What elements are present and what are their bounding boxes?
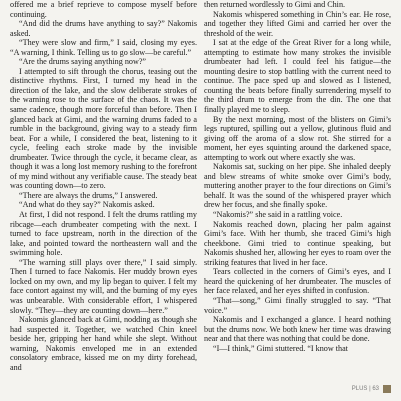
paragraph: Nakomis reached down, placing her palm against Gimi’s face. With her thumb, she traced Gimi’s high cheekbone. Gimi tried to continue speaking, but Nakomis shushed her, allowing her eyes to roam over the striking features that lived in her face.	[204, 219, 391, 267]
paragraph: I attempted to sift through the chorus, teasing out the distinctive rhythms. First, I turned my head in the direction of the lake, and the slow deliberate strokes of the warning rose to the surface of the chaos. It was the same cadence, though more forceful than before. Then I glanced back at Gimi, and the warning drums faded to a rumble in the background, giving way to a steady firm beat. For a while, I considered the beat, listening to it cycle, feeling each stroke made by the invisible drumbeater. Twice through the cycle, it became clear, as though it was a long lost memory rushing to the forefront of my mind without any verifiable cause. The steady beat was counting down—to zero.	[10, 66, 197, 191]
paragraph: “The warning still plays over there,” I said simply. Then I turned to face Nakomis. Her muddy brown eyes locked on my own, and my lip began to quiver. I felt my face contort against my will, and the burning of my eyes was unbearable. With considerable effort, I whispered slowly. “They—they are counting down—here.”	[10, 257, 197, 315]
paragraph: Nakomis and I exchanged a glance. I heard nothing but the drums now. We both knew her time was drawing near and that there was nothing that could be done.	[204, 315, 391, 344]
paragraph: “Are the drums saying anything now?”	[19, 57, 147, 67]
paragraph: By the next morning, most of the blisters on Gimi’s legs ruptured, spilling out a yellow, glutinous fluid and giving off the aroma of a slow rot. She stirred for a moment, her eyes squinting around the darkened space, attempting to work out where exactly she was.	[204, 114, 391, 162]
paragraph: “They were slow and firm,” I said, closing my eyes. “A warning, I think. Telling us to go slow—be careful.”	[10, 38, 197, 57]
right-text-column	[204, 0, 391, 401]
paragraph: “And did the drums have anything to say?” Nakomis asked.	[10, 19, 197, 38]
paragraph: “There are always the drums,” I answered.	[19, 190, 158, 200]
paragraph: then returned wordlessly to Gimi and Chin.	[204, 0, 346, 9]
paragraph: “That—song,” Gimi finally struggled to say. “That voice.”	[204, 295, 391, 315]
left-text-column	[10, 0, 197, 401]
paragraph: Nakomis glanced back at Gimi, nodding as though she had suspected it. Together, we watched Chin kneel beside her, gripping her hand while she slept. Without warning, Nakomis enveloped me in an extended consolatory embrace, kissed me on my dirty forehead, and	[10, 315, 197, 372]
page-corner-marker	[383, 385, 391, 393]
paragraph: Tears collected in the corners of Gimi’s eyes, and I heard the quickening of her drumbeater. The muscles of her face relaxed, and her eyes shifted in confusion.	[204, 267, 391, 296]
paragraph: offered me a brief reprieve to compose myself before continuing.	[10, 0, 197, 19]
page-number: PLUS | 63	[351, 386, 379, 392]
paragraph: “And what do they say?” Nakomis asked.	[19, 200, 155, 210]
paragraph: At first, I did not respond. I felt the drums rattling my ribcage—each drumbeater competing with the next. I turned to face upstream, north in the direction of the lake, and pointed toward the northeastern wall and the swimming hole.	[10, 210, 197, 258]
paragraph: “I—I think,” Gimi stuttered. “I know that	[213, 343, 348, 353]
paragraph: “Nakomis?” she said in a rattling voice.	[213, 210, 343, 220]
paragraph: I sat at the edge of the Great River for a long while, attempting to estimate how many strokes the invisible drumbeater had left. I could feel his fatigue—the mounting desire to stop battling with the current need to continue. The pace sped up and slowed as I listened, counting the beats before finally surrendering myself to the third drum to emerge from the din. The one that finally played me to sleep.	[204, 38, 391, 115]
paragraph: Nakomis sat, sucking on her pipe. She inhaled deeply and blew streams of white smoke over Gimi’s body, muttering another prayer to the four directions on Gimi’s behalf. It was the sound of the whispered prayer which drew her focus, and she finally spoke.	[204, 162, 391, 210]
book-page	[10, 0, 391, 401]
paragraph: Nakomis whispered something in Chin’s ear. He rose, and together they lifted Gimi and carried her over the threshold of the weir.	[204, 9, 391, 38]
page-footer	[352, 385, 391, 393]
